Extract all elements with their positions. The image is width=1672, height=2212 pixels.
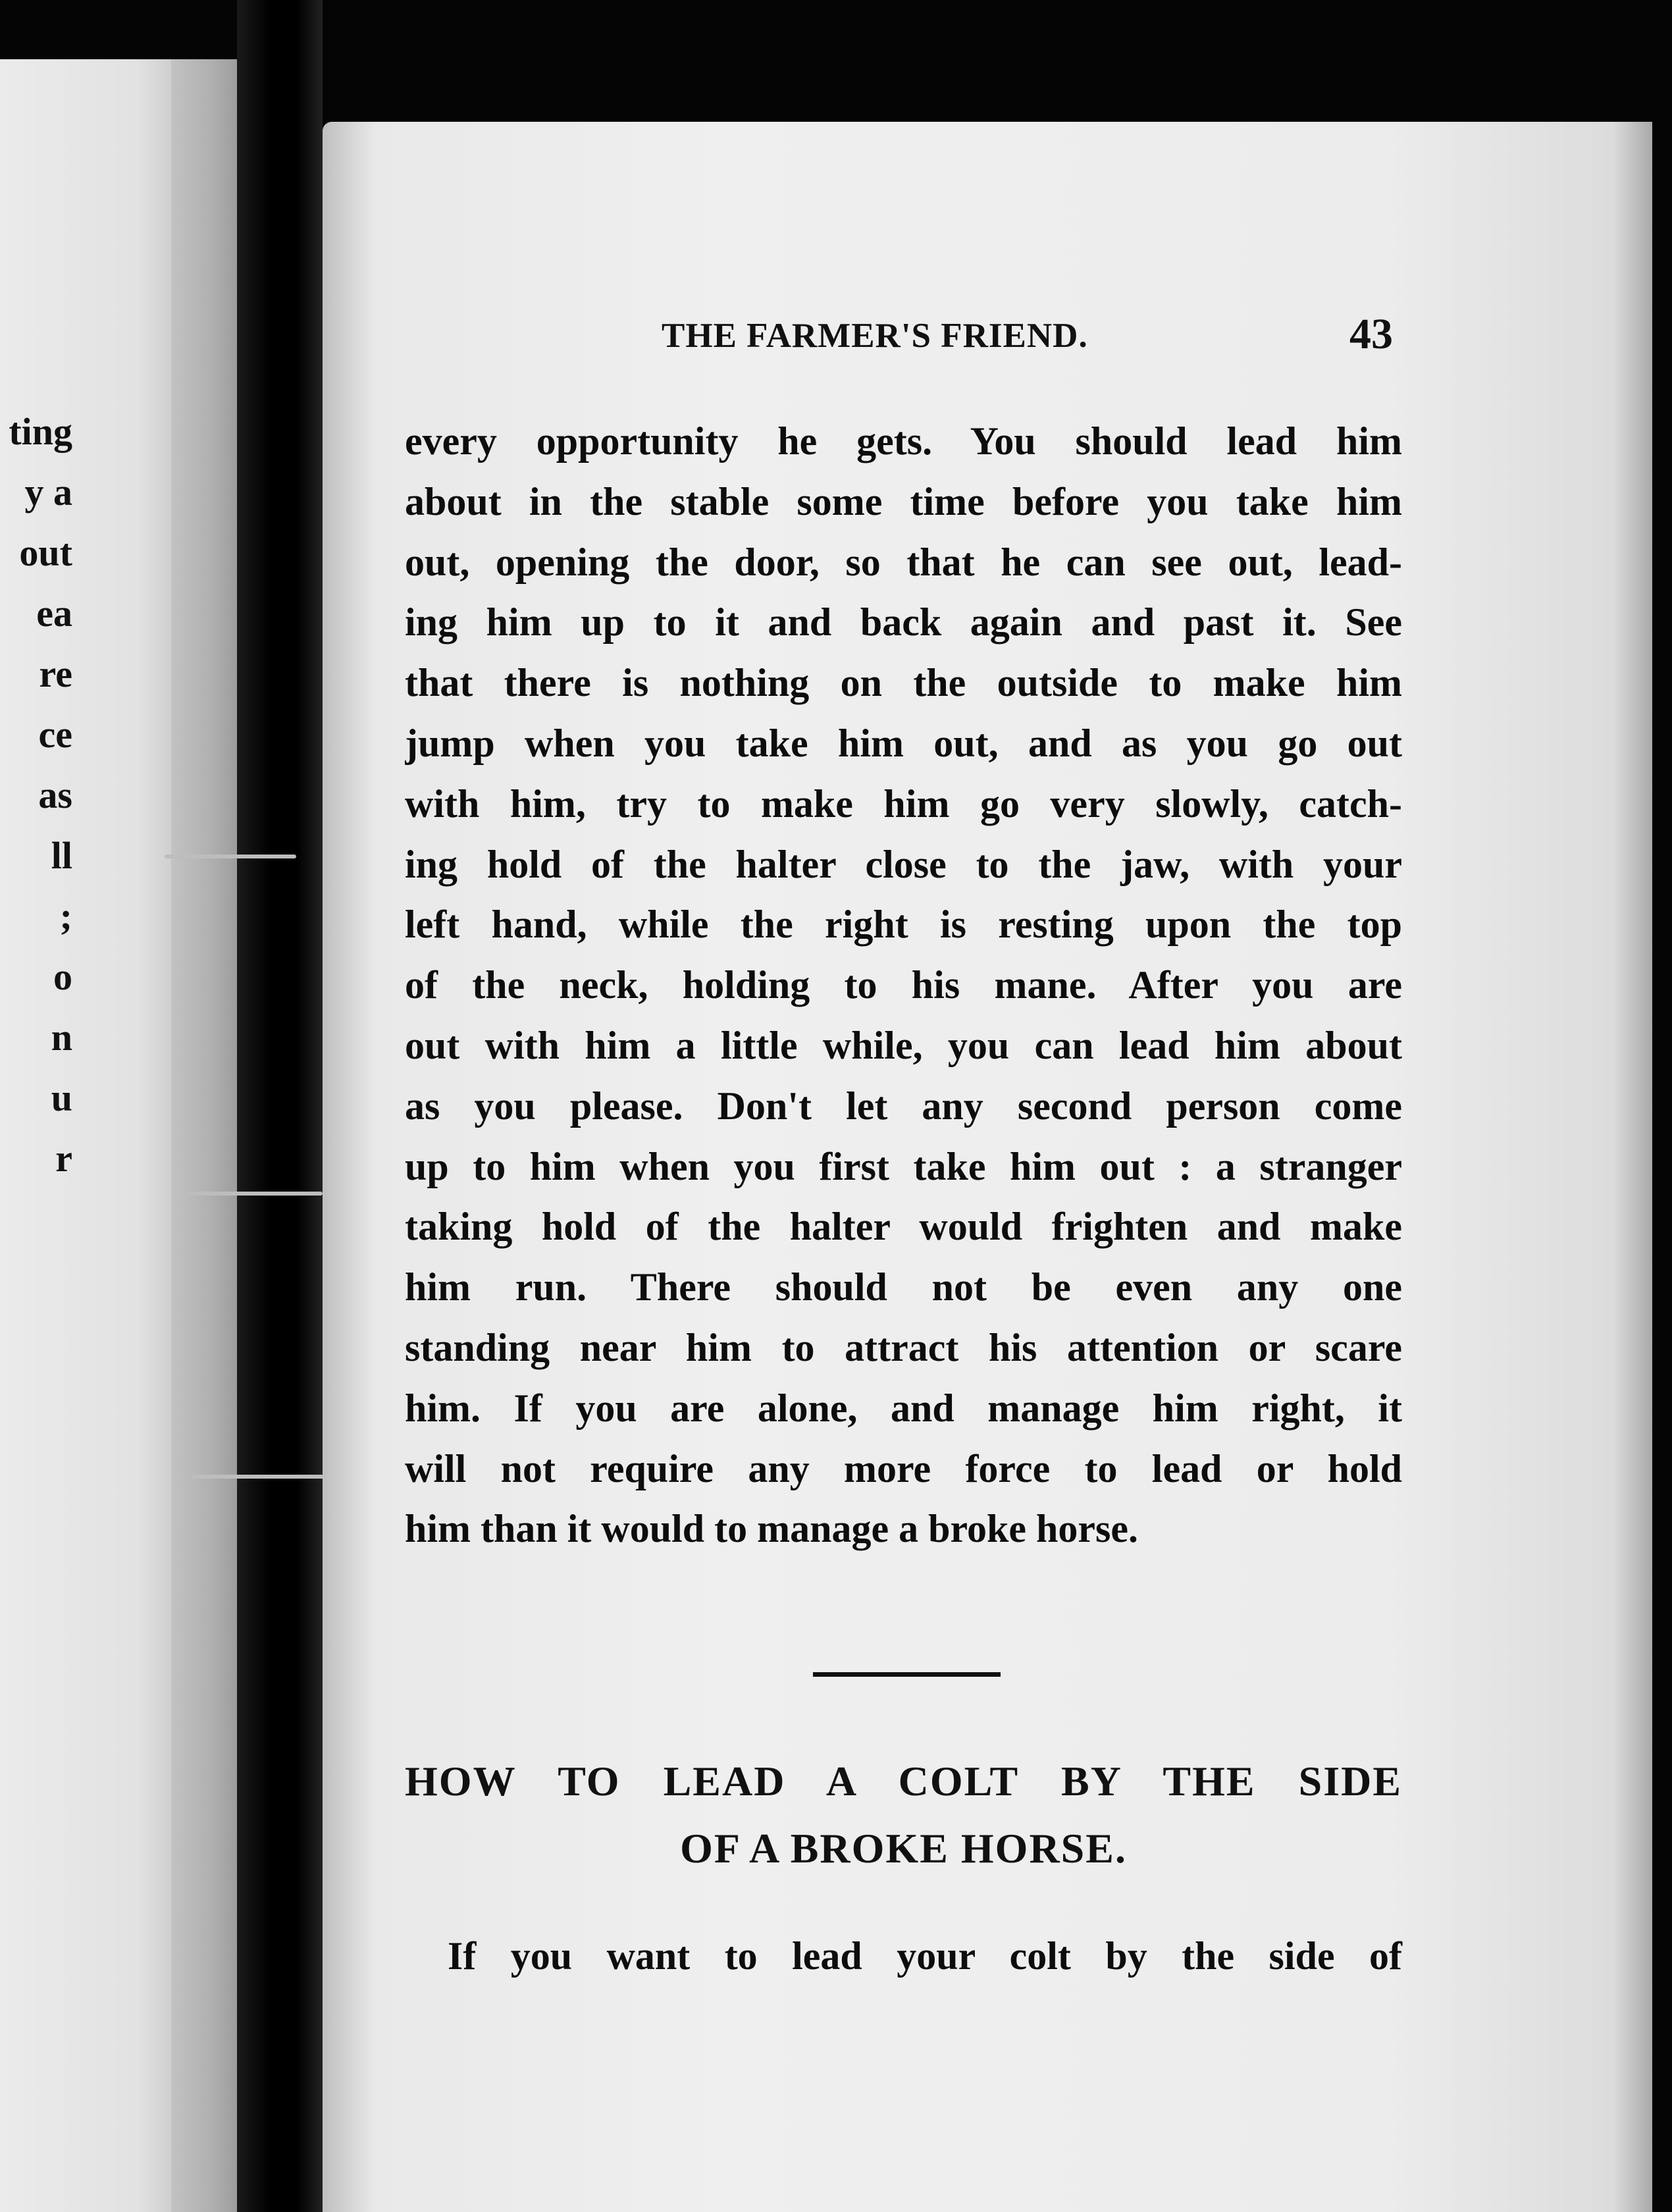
text-line: out with him a little while, you can lead him about <box>405 1023 1402 1067</box>
fragment-line: u <box>51 1076 72 1119</box>
text-line: ing hold of the halter close to the jaw, with your <box>405 842 1402 886</box>
section-heading-line: HOW TO LEAD A COLT BY THE SIDE <box>405 1758 1402 1804</box>
section-heading-line: OF A BROKE HORSE. <box>680 1825 1127 1872</box>
text-line: up to him when you first take him out : a stranger <box>405 1144 1402 1188</box>
text-line: out, opening the door, so that he can see out, lead- <box>405 540 1402 584</box>
fragment-line: re <box>39 652 72 695</box>
fragment-line: n <box>51 1016 72 1059</box>
fragment-line: ; <box>59 895 72 937</box>
binding-stitch <box>165 855 296 858</box>
fragment-line: o <box>53 955 72 998</box>
text-line: him. If you are alone, and manage him right, it <box>405 1386 1402 1430</box>
binding-gutter <box>237 0 323 2212</box>
text-line: every opportunity he gets. You should lead him <box>405 419 1402 463</box>
text-line: of the neck, holding to his mane. After you are <box>405 963 1402 1007</box>
text-line: taking hold of the halter would frighten and make <box>405 1205 1402 1249</box>
text-line: jump when you take him out, and as you go out <box>405 721 1402 765</box>
previous-page-edge <box>0 59 263 2212</box>
binding-stitch <box>184 1192 323 1196</box>
section-first-line: If you want to lead your colt by the side of <box>448 1934 1402 1978</box>
text-line: that there is nothing on the outside to make him <box>405 661 1402 705</box>
text-line: as you please. Don't let any second person come <box>405 1084 1402 1128</box>
fragment-line: ll <box>51 834 72 877</box>
body-text <box>405 411 1402 1560</box>
running-head: THE FARMER'S FRIEND. <box>662 317 1088 355</box>
fragment-line: ting <box>9 410 72 453</box>
section-divider <box>813 1672 1001 1677</box>
page-edge-shadow <box>1613 122 1652 2212</box>
fragment-line: ce <box>38 713 72 756</box>
fragment-line: r <box>55 1137 72 1180</box>
binding-stitch <box>191 1475 336 1479</box>
text-line: with him, try to make him go very slowly, catch- <box>405 781 1402 826</box>
text-line: will not require any more force to lead or hold <box>405 1446 1402 1490</box>
text-line: him run. There should not be even any one <box>405 1265 1402 1309</box>
text-line: him than it would to manage a broke horse. <box>405 1507 1138 1551</box>
previous-page-text-fragments <box>0 402 72 1189</box>
fragment-line: y a <box>24 471 72 514</box>
page-number: 43 <box>1349 310 1393 358</box>
text-line: standing near him to attract his attention or scare <box>405 1325 1402 1369</box>
text-line: ing him up to it and back again and past it. See <box>405 600 1402 645</box>
fragment-line: ea <box>36 592 72 635</box>
text-line: about in the stable some time before you take him <box>405 479 1402 523</box>
text-line: left hand, while the right is resting upon the top <box>405 903 1402 947</box>
fragment-line: out <box>19 531 72 574</box>
fragment-line: as <box>38 774 72 816</box>
section-heading <box>405 1748 1402 1882</box>
